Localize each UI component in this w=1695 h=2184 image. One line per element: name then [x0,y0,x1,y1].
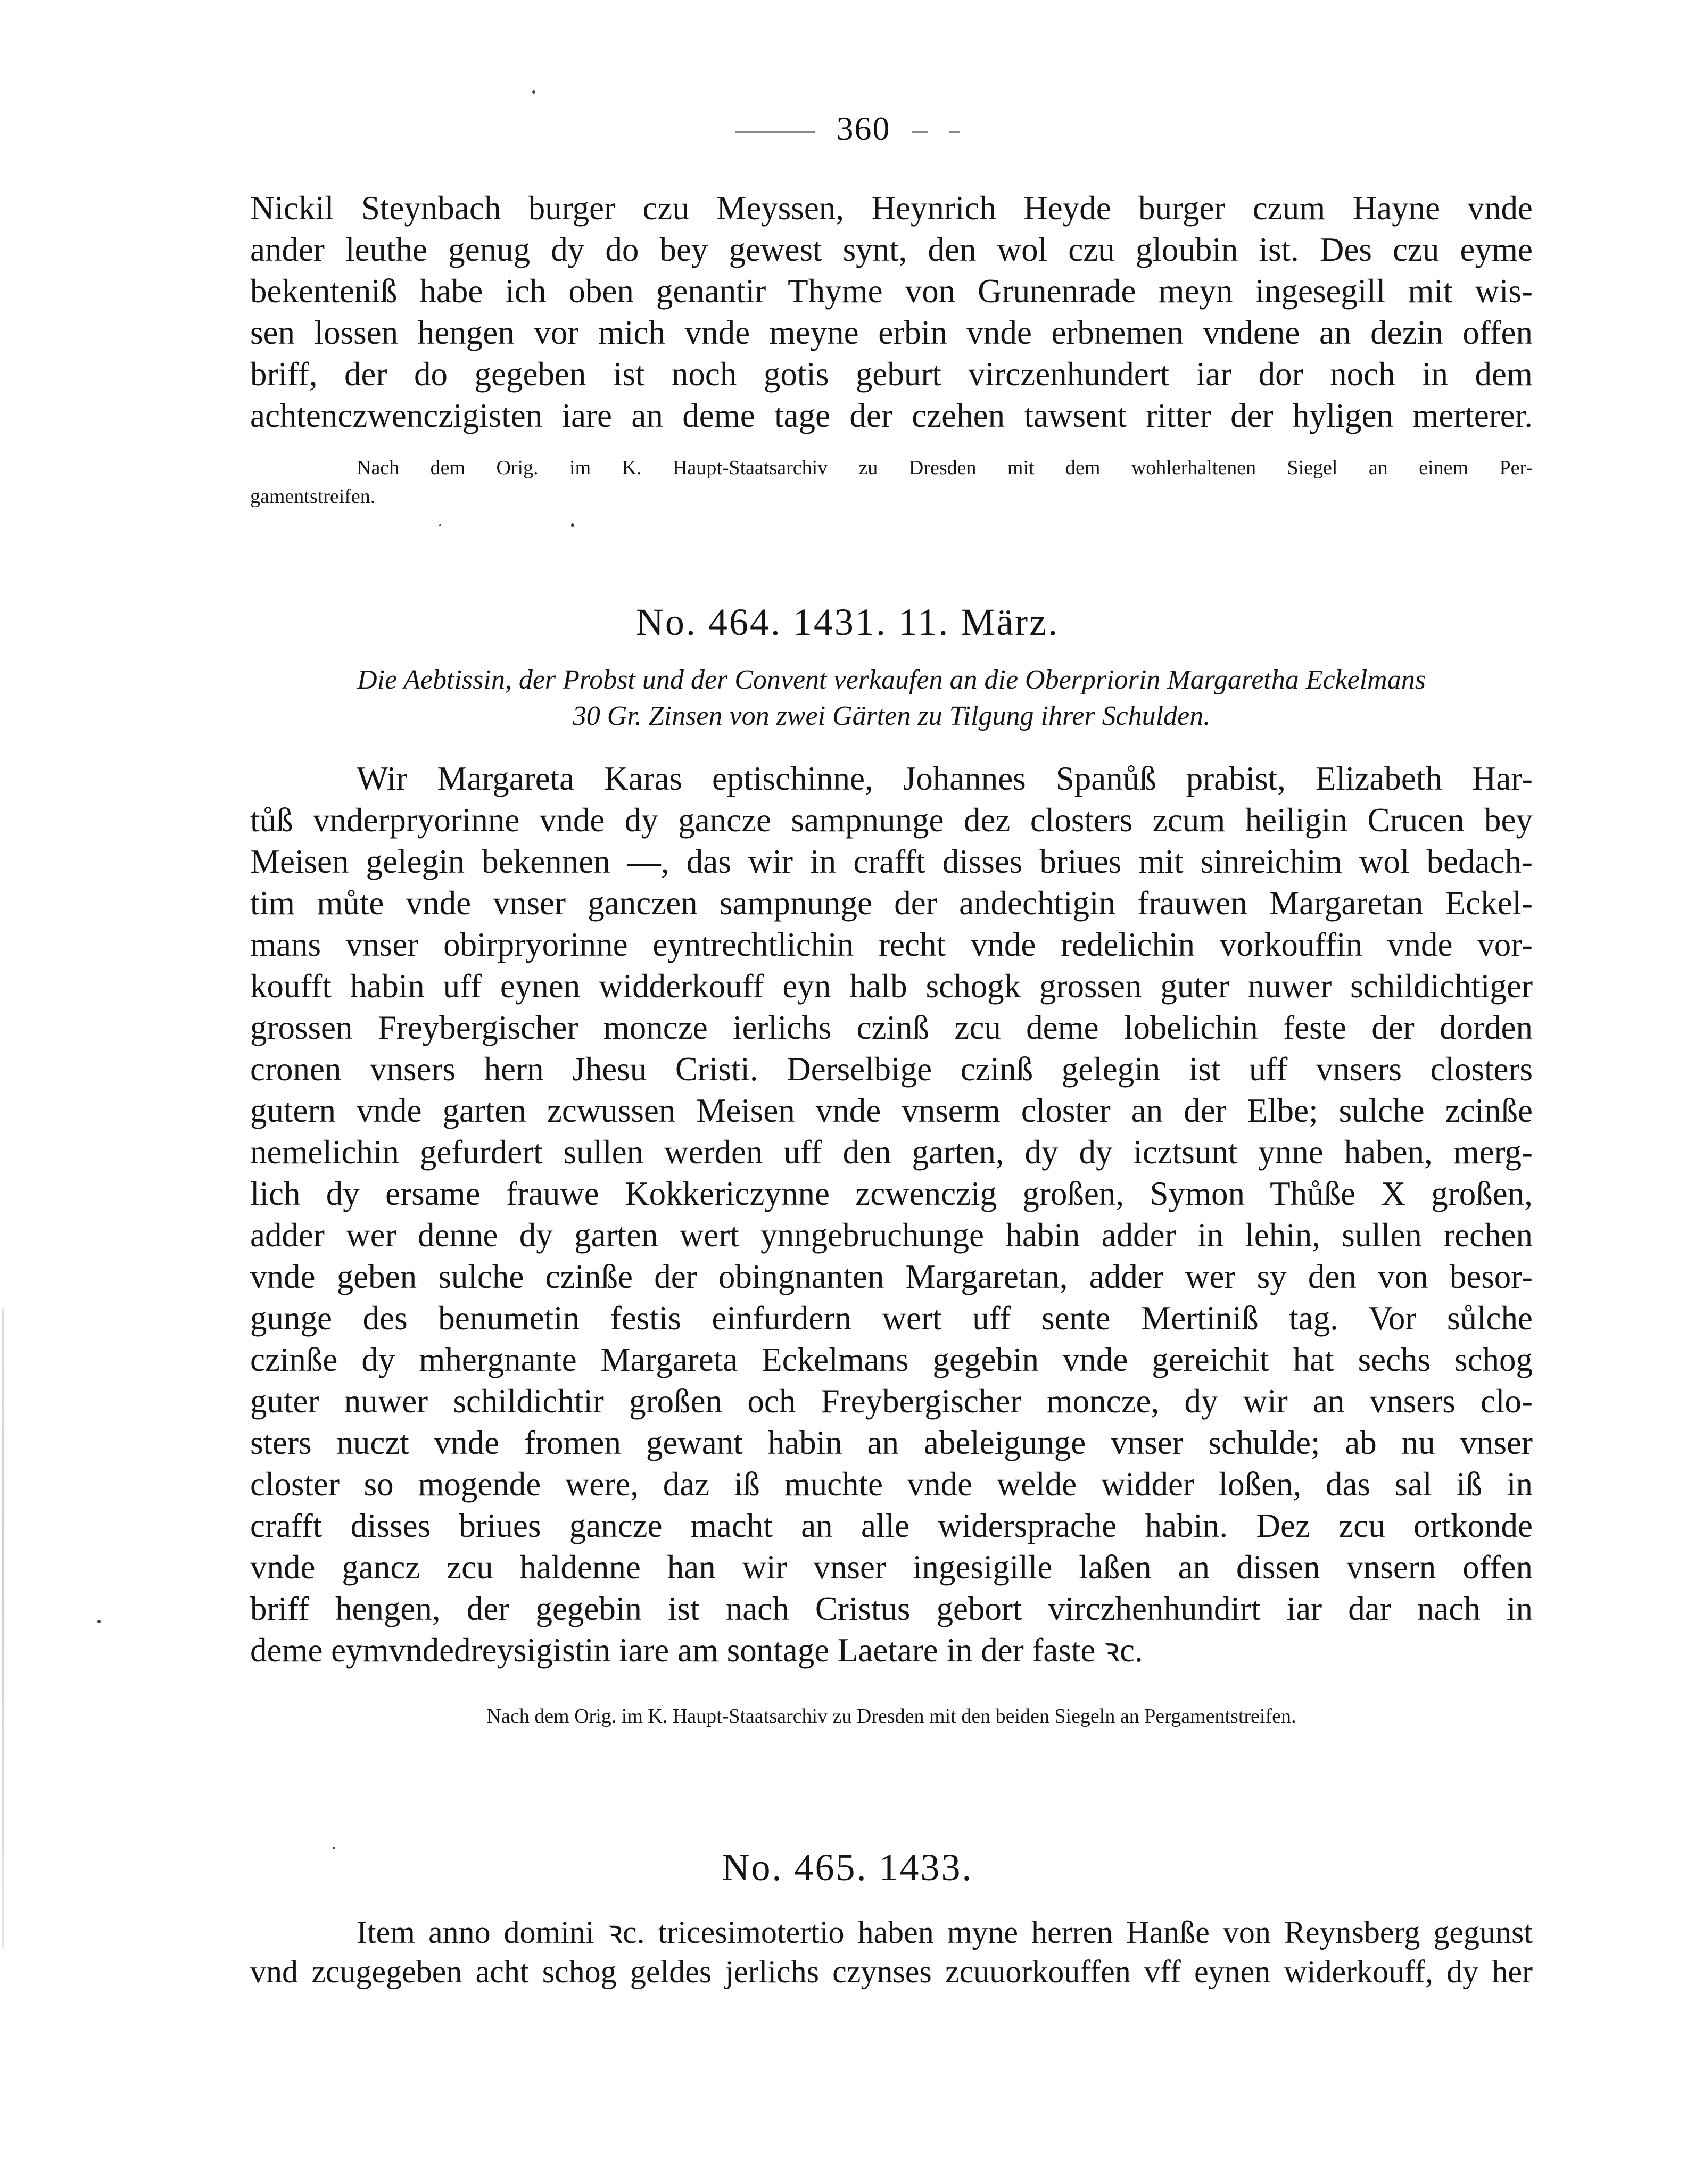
text-line: mans vnser obirpryorinne eyntrechtlichin recht vnde redelichin vorkouffin vnde vor- [250,926,1533,963]
page-number: 360 [836,110,891,147]
text-line: gutern vnde garten zcwussen Meisen vnde vnserm closter an der Elbe; sulche zcinße [250,1092,1533,1129]
dash-right [912,131,928,133]
text-line: Meisen gelegin bekennen —, das wir in crafft disses briues mit sinreichim wol bedach- [250,843,1533,880]
text-line: achtenczwenczigisten iare an deme tage der czehen tawsent ritter der hyligen merterer. [250,397,1533,434]
source-note-line: Nach dem Orig. im K. Haupt-Staatsarchiv zu Dresden mit den beiden Siegeln an Pergamentstreifen. [486,1705,1296,1727]
text-line: grossen Freybergischer moncze ierlichs czinß zcu deme lobelichin feste der dorden [250,1009,1533,1046]
document-summary-464 [250,662,1533,734]
text-line: tim můte vnde vnser ganczen sampnunge der andechtigin frauwen Margaretan Eckel- [250,884,1533,922]
summary-line: 30 Gr. Zinsen von zwei Gärten zu Tilgung ihrer Schulden. [572,701,1211,731]
source-note-line: Nach dem Orig. im K. Haupt-Staatsarchiv zu Dresden mit dem wohlerhaltenen Siegel an einem Per- [357,457,1533,479]
continuation-text [250,187,1533,436]
scan-speck [439,524,441,526]
text-line: vnde gancz zcu haldenne han wir vnser ingesigille laßen an dissen vnsern offen [250,1549,1533,1586]
document-body-464 [250,758,1533,1671]
scan-speck [97,1620,101,1623]
text-line: crafft disses briues gancze macht an alle widersprache habin. Dez zcu ortkonde [250,1507,1533,1544]
document-body-465 [250,1913,1533,1991]
text-line: sen lossen hengen vor mich vnde meyne erbin vnde erbnemen vndene an dezin offen [250,314,1533,351]
text-line: vnd zcugegeben acht schog geldes jerlichs czynses zcuuorkouffen vff eynen widerkouff, dy her [250,1954,1533,1989]
text-line: nemelichin gefurdert sullen werden uff den garten, dy dy icztsunt ynne haben, merg- [250,1134,1533,1171]
document-source-note-464 [250,1702,1533,1731]
text-line: briff, der do gegeben ist noch gotis geburt virczenhundert iar dor noch in dem [250,355,1533,393]
text-line: gunge des benumetin festis einfurdern wert uff sente Mertiniß tag. Vor sůlche [250,1300,1533,1337]
text-line: deme eymvndedreysigistin iare am sontage Laetare in der faste ꝛc. [250,1632,1143,1669]
text-line: Wir Margareta Karas eptischinne, Johannes Spanůß prabist, Elizabeth Har- [357,760,1533,797]
document-heading-464: No. 464. 1431. 11. März. [635,601,1060,643]
scan-speck [571,523,574,527]
summary-line: Die Aebtissin, der Probst und der Convent verkaufen an die Oberpriorin Margaretha Eckelmans [357,665,1426,695]
text-line: czinße dy mhergnante Margareta Eckelmans gegebin vnde gereichit hat sechs schog [250,1341,1533,1378]
text-line: briff hengen, der gegebin ist nach Cristus gebort virczhenhundirt iar dar nach in [250,1590,1533,1627]
text-line: guter nuwer schildichtir großen och Freybergischer moncze, dy wir an vnsers clo- [250,1383,1533,1420]
document-heading-465: No. 465. 1433. [722,1846,973,1889]
dash-right-2 [949,131,960,133]
text-line: Item anno domini ꝛc. tricesimotertio haben myne herren Hanße von Reynsberg gegunst [357,1915,1533,1950]
text-line: tůß vnderpryorinne vnde dy gancze sampnunge dez closters zcum heiligin Crucen bey [250,801,1533,839]
text-line: vnde geben sulche czinße der obingnanten Margaretan, adder wer sy den von besor- [250,1258,1533,1295]
text-line: lich dy ersame frauwe Kokkericzynne zcwenczig großen, Symon Thůße X großen, [250,1175,1533,1212]
text-line: closter so mogende were, daz iß muchte vnde welde widder loßen, das sal iß in [250,1466,1533,1503]
text-line: sters nuczt vnde fromen gewant habin an abeleigunge vnser schulde; ab nu vnser [250,1424,1533,1461]
text-line: bekenteniß habe ich oben genantir Thyme von Grunenrade meyn ingesegill mit wis- [250,272,1533,310]
text-line: cronen vnsers hern Jhesu Cristi. Derselbige czinß gelegin ist uff vnsers closters [250,1050,1533,1088]
scan-edge-shadow [2,1309,4,1948]
page-header [0,109,1695,148]
scan-speck [532,90,535,94]
scan-speck [333,1847,335,1849]
source-note-line: gamentstreifen. [250,485,376,508]
continuation-section [250,187,1533,436]
text-line: adder wer denne dy garten wert ynngebruchunge habin adder in lehin, sullen rechen [250,1217,1533,1254]
text-line: koufft habin uff eynen widderkouff eyn halb schogk grossen guter nuwer schildichtiger [250,967,1533,1005]
continuation-source-note [250,453,1533,511]
dash-left [735,131,815,133]
text-line: ander leuthe genug dy do bey gewest synt, den wol czu gloubin ist. Des czu eyme [250,231,1533,268]
text-line: Nickil Steynbach burger czu Meyssen, Heynrich Heyde burger czum Hayne vnde [250,189,1533,227]
